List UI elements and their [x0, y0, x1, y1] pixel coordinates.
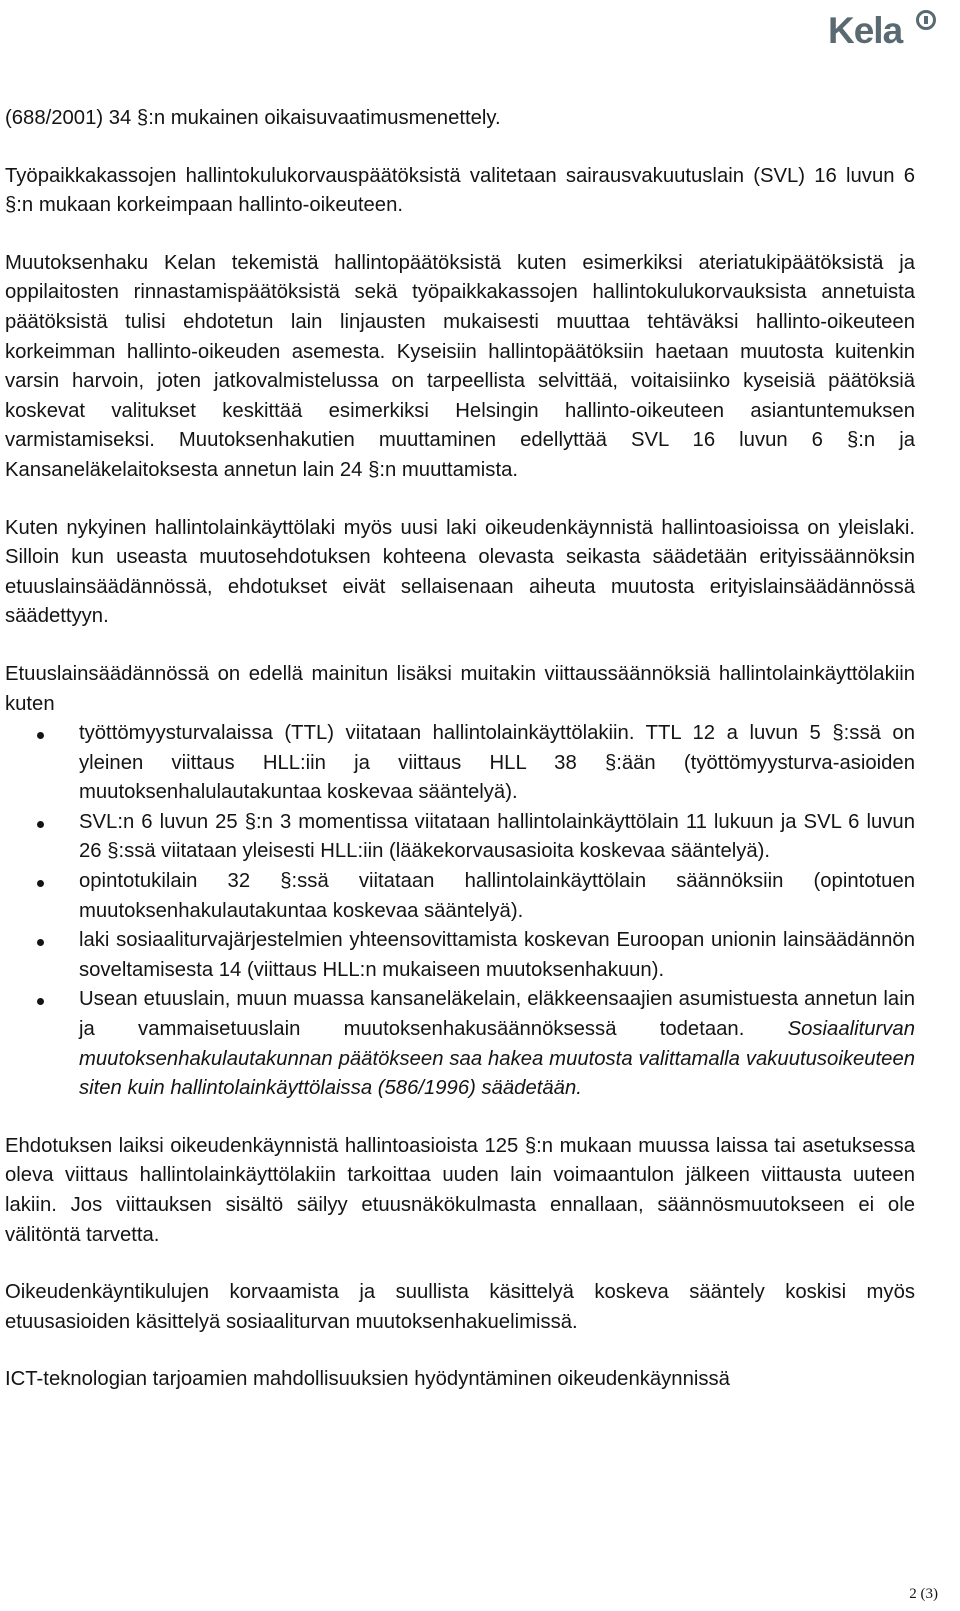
paragraph-4: Kuten nykyinen hallintolainkäyttölaki myös uusi laki oikeudenkäynnistä hallintoasioissa on yleislaki. Silloin kun useasta muutosehdotuksen kohteena olevasta seikasta säädetään erityissäännöksin etuuslainsäädännössä, ehdotukset eivät sellaisenaan aiheuta muutosta erityislainsäädännössä säädettyyn. — [5, 516, 915, 628]
paragraph-8: ICT-teknologian tarjoamien mahdollisuuksien hyödyntäminen oikeudenkäynnissä — [5, 1368, 730, 1391]
kela-logo — [828, 6, 938, 56]
bullet-icon — [37, 939, 44, 946]
paragraph-3: Muutoksenhaku Kelan tekemistä hallintopäätöksistä kuten esimerkiksi ateriatukipäätöksistä ja oppilaitosten rinnastamispäätöksistä sekä työpaikkakassojen hallintokulukorvauksista annetuista päätöksistä tulisi ehdotetun lain linjausten mukaisesti muuttaa tehtäväksi hallinto-oikeuteen korkeimman hallinto-oikeuden asemesta. Kyseisiin hallintopäätöksiin haetaan muutosta kuitenkin varsin harvoin, joten jatkovalmistelussa on tarpeellista selvittää, voitaisiinko kyseisiä päätöksiä koskevat valitukset keskittää esimerkiksi Helsingin hallinto-oikeuteen asiantuntemuksen varmistamiseksi. Muutoksenhakutien muuttaminen edellyttää SVL 16 luvun 6 §:n ja Kansaneläkelaitoksesta annetun lain 24 §:n muuttamista. — [5, 251, 915, 481]
list-item: laki sosiaaliturvajärjestelmien yhteensovittamista koskevan Euroopan unionin lainsäädännön soveltamisesta 14 (viittaus HLL:n mukaiseen muutoksenhakuun). — [5, 926, 915, 985]
paragraph-5: Etuuslainsäädännössä on edellä mainitun lisäksi muitakin viittaussäännöksiä hallintolainkäyttölakiin kuten — [5, 662, 915, 715]
page-number: 2 (3) — [909, 1586, 938, 1602]
bullet-icon — [37, 732, 44, 739]
paragraph-2: Työpaikkakassojen hallintokulukorvauspäätöksistä valitetaan sairausvakuutuslain (SVL) 16 luvun 6 §:n mukaan korkeimpaan hallinto-oikeuteen. — [5, 164, 915, 217]
list-item: Usean etuuslain, muun muassa kansaneläkelain, eläkkeensaajien asumistuesta annetun lain ja vammaisetuuslain muutoksenhakusäännöksessä todetaan. Sosiaaliturvan muutoksenhakulautakunnan päätökseen saa hakea muutosta valittamalla vakuutusoikeuteen siten kuin hallintolainkäyttölaissa (586/1996) säädetään. — [5, 985, 915, 1103]
document-body — [5, 104, 915, 1423]
paragraph-1: (688/2001) 34 §:n mukainen oikaisuvaatimusmenettely. — [5, 107, 501, 129]
paragraph-7: Oikeudenkäyntikulujen korvaamista ja suullista käsittelyä koskeva sääntely koskisi myös etuusasioiden käsittelyä sosiaaliturvan muutoksenhakuelimissä. — [5, 1281, 915, 1333]
bullet-icon — [37, 821, 44, 828]
paragraph-6: Ehdotuksen laiksi oikeudenkäynnistä hallintoasioista 125 §:n mukaan muussa laissa tai asetuksessa oleva viittaus hallintolainkäyttölakiin tarkoittaa uuden lain voimaantulon jälkeen viittausta uuteen lakiin. Jos viittauksen sisältö säilyy etuusnäkökulmasta ennallaan, säännösmuutokseen ei ole välitöntä tarvetta. — [5, 1134, 915, 1246]
list-item: työttömyysturvalaissa (TTL) viitataan hallintolainkäyttölakiin. TTL 12 a luvun 5 §:ssä on yleinen viittaus HLL:iin ja viittaus HLL 38 §:ään (työttömyysturva-asioiden muutoksenhalulautakuntaa koskevaa sääntelyä). — [5, 719, 915, 808]
logo-text: Kela — [828, 10, 903, 51]
list-item: opintotukilain 32 §:ssä viitataan hallintolainkäyttölain säännöksiin (opintotuen muutoksenhakulautakuntaa koskevaa sääntelyä). — [5, 867, 915, 926]
bullet-icon — [37, 998, 44, 1005]
bullet-list — [5, 719, 915, 1104]
info-circle-icon — [916, 10, 936, 30]
list-item: SVL:n 6 luvun 25 §:n 3 momentissa viitataan hallintolainkäyttölain 11 lukuun ja SVL 6 luvun 26 §:ssä viitataan yleisesti HLL:iin (lääkekorvausasioita koskevaa sääntelyä). — [5, 808, 915, 867]
bullet-icon — [37, 880, 44, 887]
italic-quote: Sosiaaliturvan muutoksenhakulautakunnan päätökseen saa hakea muutosta valittamalla vakuutusoikeuteen siten kuin hallintolainkäyttölaissa (586/1996) säädetään. — [79, 1018, 915, 1100]
